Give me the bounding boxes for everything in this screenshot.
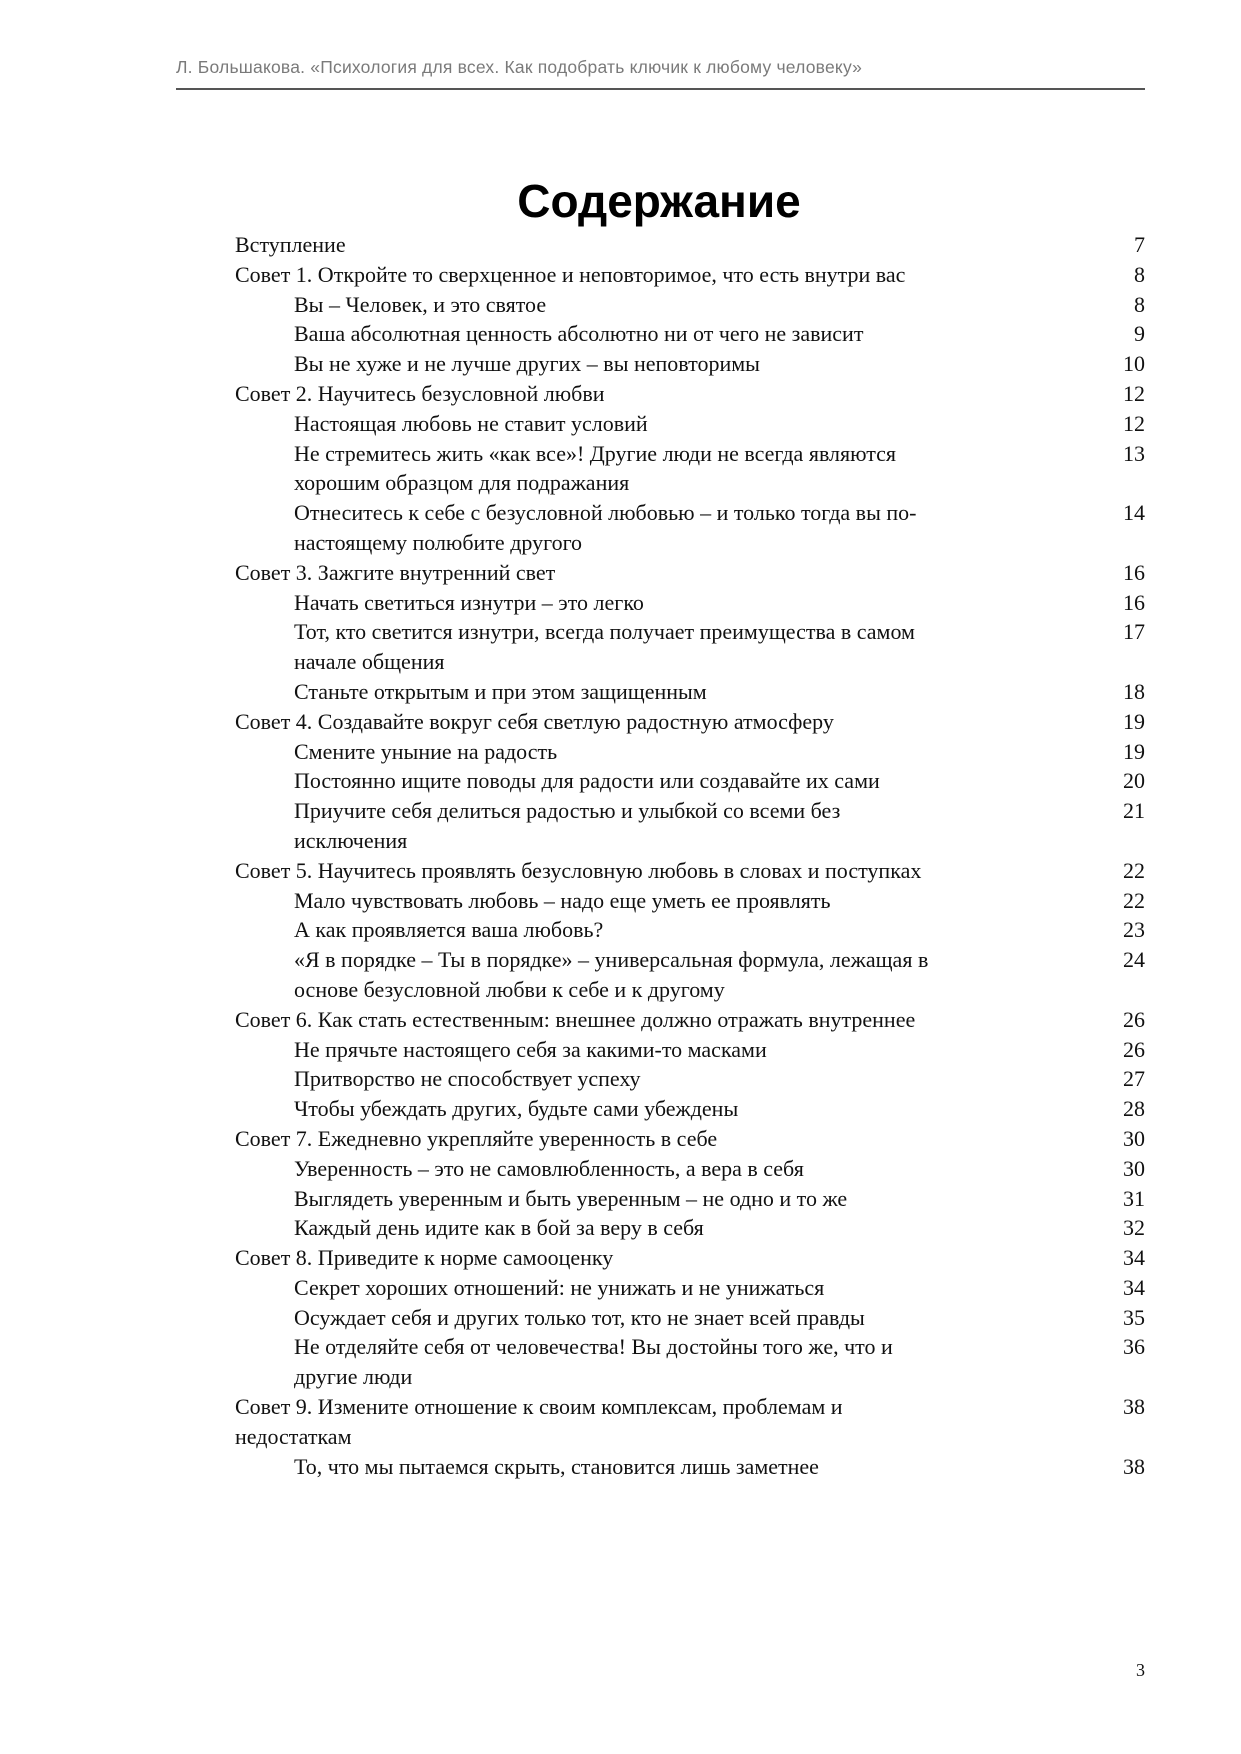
toc-entry-page: 28 [1123, 1096, 1145, 1122]
toc-entry-page: 9 [1134, 321, 1145, 347]
toc-entry-title: Приучите себя делиться радостью и улыбкой со всеми без исключения [294, 798, 841, 853]
toc-entry-page: 34 [1123, 1245, 1145, 1271]
toc-entry-title: Совет 5. Научитесь проявлять безусловную любовь в словах и поступках [235, 857, 922, 883]
toc-entry-title: Смените уныние на радость [294, 738, 558, 764]
toc-entry-section[interactable] [235, 1332, 1145, 1392]
toc-entry-title: Ваша абсолютная ценность абсолютно ни от чего не зависит [294, 321, 864, 347]
toc-entry-section[interactable] [235, 1094, 1145, 1124]
toc-entry-title: Вы – Человек, и это святое [294, 291, 547, 317]
toc-entry-chapter[interactable] [235, 1243, 1145, 1273]
toc-entry-title: А как проявляется ваша любовь? [294, 917, 604, 943]
toc-entry-page: 31 [1123, 1185, 1145, 1211]
toc-entry-page: 34 [1123, 1274, 1145, 1300]
toc-entry-title: Совет 7. Ежедневно укрепляйте уверенность в себе [235, 1125, 718, 1151]
toc-entry-title: Не отделяйте себя от человечества! Вы достойны того же, что и другие люди [294, 1334, 893, 1390]
toc-entry-page: 35 [1123, 1304, 1145, 1330]
toc-entry-page: 38 [1123, 1453, 1145, 1479]
toc-entry-title: Выглядеть уверенным и быть уверенным – не одно и то же [294, 1185, 848, 1211]
toc-entry-page: 12 [1123, 410, 1145, 436]
page-title: Содержание [517, 174, 801, 227]
toc-entry-title: Отнеситесь к себе с безусловной любовью – и только тогда вы по-настоящему полюбите другого [294, 500, 917, 555]
toc-entry-title: Секрет хороших отношений: не унижать и не унижаться [294, 1274, 825, 1300]
toc-entry-section[interactable] [235, 409, 1145, 439]
toc-entry-chapter[interactable] [235, 230, 1145, 260]
toc-entry-title: Совет 9. Измените отношение к своим комплексам, проблемам и недостаткам [235, 1394, 843, 1449]
toc-entry-page: 14 [1123, 500, 1145, 526]
toc-entry-title: Совет 8. Приведите к норме самооценку [235, 1245, 614, 1271]
toc-entry-title: Вы не хуже и не лучше других – вы неповторимы [294, 351, 760, 377]
toc-entry-title: Мало чувствовать любовь – надо еще уметь ее проявлять [294, 887, 831, 913]
toc-entry-section[interactable] [235, 439, 1145, 499]
toc-entry-chapter[interactable] [235, 260, 1145, 290]
toc-entry-page: 19 [1123, 708, 1145, 734]
toc-entry-chapter[interactable] [235, 1392, 1145, 1452]
toc-entry-section[interactable] [235, 498, 1145, 558]
toc-entry-section[interactable] [235, 796, 1145, 856]
header-rule [176, 88, 1145, 90]
toc-entry-page: 8 [1134, 291, 1145, 317]
toc-entry-page: 30 [1123, 1155, 1145, 1181]
toc-entry-page: 21 [1123, 798, 1145, 824]
toc-entry-title: Тот, кто светится изнутри, всегда получает преимущества в самом начале общения [294, 619, 915, 675]
toc-entry-title: Осуждает себя и других только тот, кто не знает всей правды [294, 1304, 865, 1330]
toc-entry-page: 23 [1123, 917, 1145, 943]
toc-entry-section[interactable] [235, 1154, 1145, 1184]
toc-entry-page: 26 [1123, 1036, 1145, 1062]
toc-entry-section[interactable] [235, 1213, 1145, 1243]
toc-entry-page: 22 [1123, 857, 1145, 883]
toc-entry-chapter[interactable] [235, 379, 1145, 409]
toc-entry-page: 32 [1123, 1215, 1145, 1241]
toc-entry-section[interactable] [235, 1035, 1145, 1065]
toc-entry-page: 30 [1123, 1125, 1145, 1151]
toc-entry-section[interactable] [235, 617, 1145, 677]
toc-entry-page: 22 [1123, 887, 1145, 913]
toc-entry-section[interactable] [235, 886, 1145, 916]
toc-entry-section[interactable] [235, 349, 1145, 379]
table-of-contents [235, 230, 1145, 1481]
toc-entry-section[interactable] [235, 737, 1145, 767]
toc-entry-page: 19 [1123, 738, 1145, 764]
toc-entry-section[interactable] [235, 1184, 1145, 1214]
toc-entry-chapter[interactable] [235, 707, 1145, 737]
toc-entry-page: 36 [1123, 1334, 1145, 1360]
toc-entry-title: Настоящая любовь не ставит условий [294, 410, 648, 436]
toc-entry-chapter[interactable] [235, 1124, 1145, 1154]
toc-entry-page: 16 [1123, 589, 1145, 615]
toc-entry-title: Каждый день идите как в бой за веру в себя [294, 1215, 704, 1241]
toc-entry-section[interactable] [235, 677, 1145, 707]
toc-entry-page: 20 [1123, 768, 1145, 794]
toc-entry-section[interactable] [235, 915, 1145, 945]
toc-entry-title: «Я в порядке – Ты в порядке» – универсальная формула, лежащая в основе безусловной любви к себе и к другому [294, 947, 929, 1002]
toc-entry-chapter[interactable] [235, 558, 1145, 588]
toc-entry-title: Совет 2. Научитесь безусловной любви [235, 380, 605, 406]
toc-entry-title: Совет 3. Зажгите внутренний свет [235, 559, 556, 585]
toc-entry-section[interactable] [235, 766, 1145, 796]
toc-entry-section[interactable] [235, 1303, 1145, 1333]
toc-entry-title: Совет 6. Как стать естественным: внешнее должно отражать внутреннее [235, 1006, 916, 1032]
toc-entry-page: 26 [1123, 1006, 1145, 1032]
toc-entry-section[interactable] [235, 1452, 1145, 1482]
toc-entry-title: Притворство не способствует успеху [294, 1066, 641, 1092]
toc-entry-title: Уверенность – это не самовлюбленность, а вера в себя [294, 1155, 804, 1181]
toc-entry-title: Вступление [235, 232, 346, 257]
toc-entry-section[interactable] [235, 1064, 1145, 1094]
toc-entry-chapter[interactable] [235, 856, 1145, 886]
toc-entry-page: 7 [1134, 232, 1145, 257]
toc-entry-page: 27 [1123, 1066, 1145, 1092]
running-header: Л. Большакова. «Психология для всех. Как подобрать ключик к любому человеку» [176, 57, 863, 77]
toc-entry-title: То, что мы пытаемся скрыть, становится лишь заметнее [294, 1453, 819, 1479]
toc-entry-section[interactable] [235, 945, 1145, 1005]
toc-entry-page: 24 [1123, 947, 1145, 973]
toc-entry-page: 38 [1123, 1394, 1145, 1420]
toc-entry-page: 12 [1123, 380, 1145, 406]
toc-entry-title: Начать светиться изнутри – это легко [294, 589, 644, 615]
toc-entry-title: Не стремитесь жить «как все»! Другие люди не всегда являются хорошим образцом для подражания [294, 440, 897, 496]
toc-entry-title: Не прячьте настоящего себя за какими-то масками [294, 1036, 767, 1062]
toc-entry-page: 18 [1123, 678, 1145, 704]
toc-entry-title: Станьте открытым и при этом защищенным [294, 678, 707, 704]
page-number: 3 [1136, 1660, 1145, 1680]
toc-entry-page: 8 [1134, 261, 1145, 287]
toc-entry-title: Совет 4. Создавайте вокруг себя светлую радостную атмосферу [235, 708, 834, 734]
toc-entry-section[interactable] [235, 588, 1145, 618]
toc-entry-page: 10 [1123, 351, 1145, 377]
toc-entry-chapter[interactable] [235, 1005, 1145, 1035]
toc-entry-title: Постоянно ищите поводы для радости или создавайте их сами [294, 768, 880, 794]
toc-entry-section[interactable] [235, 1273, 1145, 1303]
toc-entry-section[interactable] [235, 290, 1145, 320]
toc-entry-page: 16 [1123, 559, 1145, 585]
toc-entry-page: 17 [1123, 619, 1145, 645]
toc-entry-title: Чтобы убеждать других, будьте сами убеждены [294, 1096, 739, 1122]
toc-entry-title: Совет 1. Откройте то сверхценное и неповторимое, что есть внутри вас [235, 261, 906, 287]
toc-entry-section[interactable] [235, 319, 1145, 349]
toc-entry-page: 13 [1123, 440, 1145, 466]
